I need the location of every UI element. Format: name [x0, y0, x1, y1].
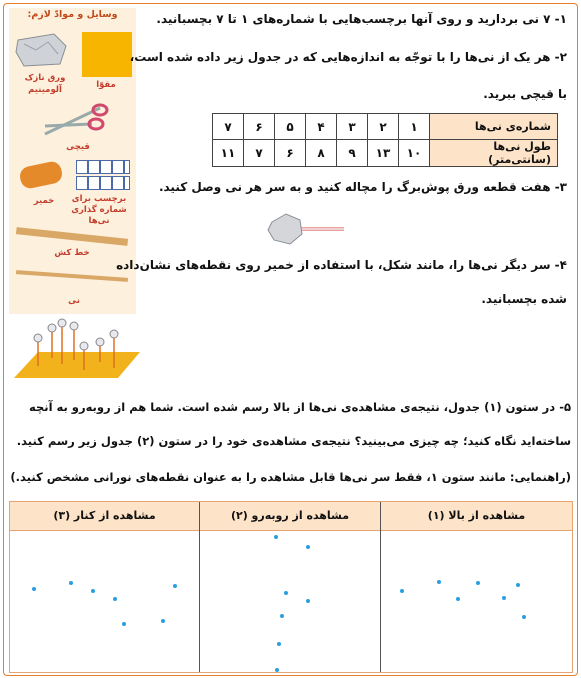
column-divider	[380, 502, 381, 672]
light-point	[522, 615, 526, 619]
light-point	[400, 589, 404, 593]
step-4-line-2: شده بچسبانید.	[481, 292, 567, 306]
light-point	[69, 581, 73, 585]
aluminium-foil-image	[14, 30, 70, 70]
light-point	[437, 580, 441, 584]
light-point	[122, 622, 126, 626]
table-header-straw-length: طول نی‌ها (سانتی‌متر)	[430, 140, 558, 167]
labels-image	[76, 160, 130, 190]
light-point	[306, 545, 310, 549]
materials-title: وسایل و موادّ لازم:	[27, 9, 118, 20]
light-point	[274, 535, 278, 539]
light-point	[516, 583, 520, 587]
table-cell: ۶	[275, 140, 306, 167]
straw-model-illustration	[14, 318, 142, 388]
light-point	[113, 597, 117, 601]
table-cell: ۳	[337, 114, 368, 140]
table-cell: ۴	[306, 114, 337, 140]
light-point	[275, 668, 279, 672]
light-point	[91, 589, 95, 593]
table-cell: ۹	[337, 140, 368, 167]
table-cell: ۸	[306, 140, 337, 167]
cardboard-image	[82, 32, 132, 77]
observation-header-top: مشاهده از بالا (۱)	[381, 502, 572, 531]
table-cell: ۱۱	[213, 140, 244, 167]
observation-header-front: مشاهده از روبه‌رو (۲)	[200, 502, 380, 531]
step-5-hint: (راهنمایی: مانند ستون ۱، فقط سر نی‌ها قابل مشاهده را به عنوان نقطه‌های نورانی مشخص کنید.)	[10, 470, 571, 484]
light-point	[456, 597, 460, 601]
materials-label-cardboard: مقوّا	[96, 80, 116, 90]
light-point	[161, 619, 165, 623]
table-row	[213, 140, 558, 167]
table-header-straw-number: شماره‌ی نی‌ها	[430, 114, 558, 140]
observation-table	[9, 501, 573, 673]
step-5-line-1: ۵- در ستون (۱) جدول، نتیجه‌ی مشاهده‌ی نی‌ها از بالا رسم شده است. شما هم از روبه‌رو به آنچه	[28, 400, 571, 414]
table-cell: ۵	[275, 114, 306, 140]
materials-label-clay: خمیر	[33, 196, 55, 206]
materials-label-ruler: خط کش	[54, 248, 90, 258]
light-point	[32, 587, 36, 591]
table-cell: ۷	[213, 114, 244, 140]
step-2-line-2: با قیچی ببرید.	[483, 87, 567, 101]
light-point	[502, 596, 506, 600]
materials-label-straw: نی	[68, 296, 80, 306]
light-point	[280, 614, 284, 618]
step-2-line-1: ۲- هر یک از نی‌ها را با توجّه به اندازه‌هایی که در جدول زیر داده شده است،	[129, 50, 567, 64]
table-cell: ۱۳	[368, 140, 399, 167]
light-point	[277, 642, 281, 646]
light-point	[476, 581, 480, 585]
scissors-image	[40, 100, 110, 140]
step-5-line-2: ساخته‌اید نگاه کنید؛ چه چیزی می‌بینید؟ نتیجه‌ی مشاهده‌ی خود را در ستون (۲) جدول زیر رسم کنید.	[16, 434, 571, 448]
table-row	[213, 114, 558, 140]
materials-label-foil: ورق نازک آلومینیم	[24, 73, 66, 95]
observation-header-side: مشاهده از کنار (۳)	[10, 502, 199, 531]
table-cell: ۷	[244, 140, 275, 167]
step-3: ۳- هفت قطعه ورق پوش‌برگ را مچاله کنید و به سر هر نی وصل کنید.	[158, 180, 567, 194]
step-4-line-1: ۴- سر دیگر نی‌ها را، مانند شکل، با استفاده از خمیر روی نقطه‌های نشان‌داده	[116, 258, 567, 272]
materials-label-labels: برچسب برای شماره گذاری نی‌ها	[71, 194, 127, 226]
light-point	[306, 599, 310, 603]
column-divider	[199, 502, 200, 672]
straw-length-table	[212, 113, 558, 167]
table-cell: ۲	[368, 114, 399, 140]
light-point	[173, 584, 177, 588]
foil-straw-illustration	[266, 212, 346, 246]
step-1: ۱- ۷ نی بردارید و روی آنها برچسب‌هایی با شماره‌های ۱ تا ۷ بچسبانید.	[156, 12, 567, 26]
table-cell: ۱۰	[399, 140, 430, 167]
materials-label-scissors: قیچی	[66, 142, 90, 152]
table-cell: ۱	[399, 114, 430, 140]
table-cell: ۶	[244, 114, 275, 140]
light-point	[284, 591, 288, 595]
